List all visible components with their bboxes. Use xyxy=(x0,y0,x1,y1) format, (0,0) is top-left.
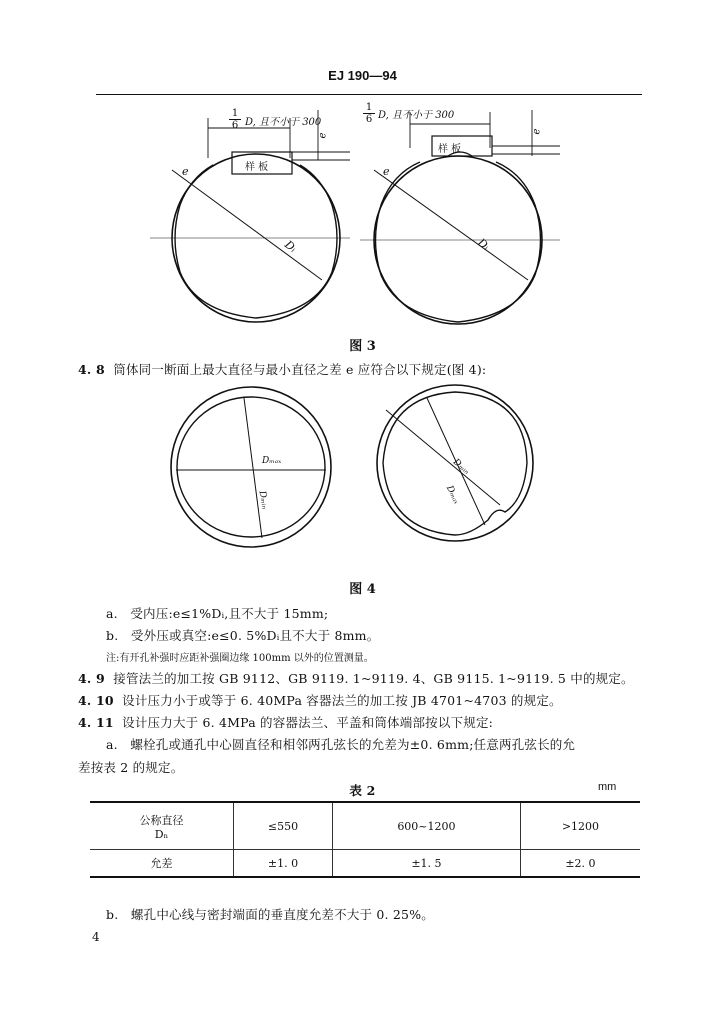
figure-3-caption: 图 3 xyxy=(349,339,376,354)
table-row xyxy=(90,850,640,878)
table-cell-value-3: ±2. 0 xyxy=(520,850,640,878)
table-cell-header-3: >1200 xyxy=(520,802,640,850)
figure-4-caption: 图 4 xyxy=(349,582,376,597)
page-number: 4 xyxy=(92,930,100,944)
fig3-left-d-label: Dᵢ xyxy=(282,237,299,256)
fig4-right-diagonal-1 xyxy=(386,410,500,505)
table-2-unit: mm xyxy=(598,781,617,793)
fig4-right-dmin-label: Dₘᵢₙ xyxy=(450,457,472,477)
list-item-b-mark: b. xyxy=(106,628,119,643)
fig3-right-template-label: 样 板 xyxy=(438,144,462,155)
section-4-11-a-mark: a. xyxy=(106,737,118,752)
table-2 xyxy=(90,801,640,878)
table-2-title: 表 2 xyxy=(349,783,376,798)
fig3-right-e-label: e xyxy=(383,165,390,178)
fig3-left-frac-num: 1 xyxy=(231,108,239,119)
nominal-diameter-label: 公称直径 xyxy=(139,813,184,827)
fig4-left-dmin-label: Dₘᵢₙ xyxy=(256,490,270,510)
fig3-left-gap-label: e xyxy=(317,132,329,139)
item-b-mark: b. xyxy=(106,907,119,922)
nominal-diameter-symbol: Dₙ xyxy=(154,827,169,841)
section-4-8-number: 4. 8 xyxy=(78,362,105,377)
section-4-11-text: 设计压力大于 6. 4MPa 的容器法兰、平盖和筒体端部按以下规定: xyxy=(122,715,494,730)
fig3-left-dim-text: D, 且不小于 300 xyxy=(245,117,322,128)
note-text: 注:有开孔补强时应距补强圈边缘 100mm 以外的位置测量。 xyxy=(106,653,374,664)
section-4-11-number: 4. 11 xyxy=(78,715,114,730)
fig4-left-inner-shell xyxy=(177,397,325,537)
fig4-right-dmax-label: Dₘₐₓ xyxy=(443,484,462,506)
section-4-9-number: 4. 9 xyxy=(78,671,105,686)
fig4-left-outer-circle xyxy=(171,387,331,547)
fig3-right-dim-text: D, 且不小于 300 xyxy=(378,110,455,121)
fig4-left-dmax-label: Dₘₐₓ xyxy=(262,456,282,466)
table-row xyxy=(90,802,640,850)
section-4-10-text: 设计压力小于或等于 6. 40MPa 容器法兰的加工按 JB 4701~4703 的规定。 xyxy=(122,693,562,708)
list-item-a-text: 受内压:e≤1%Dᵢ,且不大于 15mm; xyxy=(130,606,329,621)
fig3-right-frac-num: 1 xyxy=(365,102,373,113)
table-cell-header-2: 600~1200 xyxy=(333,802,521,850)
fig3-right-d-label: Dᵢ xyxy=(475,235,492,254)
fig4-left-vertical-diameter xyxy=(244,398,262,538)
table-cell-tolerance-label: 允差 xyxy=(90,850,234,878)
section-4-8-text: 筒体同一断面上最大直径与最小直径之差 e 应符合以下规定(图 4): xyxy=(113,362,487,377)
fig3-left-diameter xyxy=(172,170,322,280)
list-item-b-text: 受外压或真空:e≤0. 5%Dᵢ且不大于 8mm。 xyxy=(130,628,380,643)
fig3-left-template-label: 样 板 xyxy=(245,162,269,173)
table-cell-value-2: ±1. 5 xyxy=(333,850,521,878)
table-cell-nominal-diameter xyxy=(90,802,234,850)
item-b-text: 螺孔中心线与密封端面的垂直度允差不大于 0. 25%。 xyxy=(130,907,434,922)
standard-header: EJ 190—94 xyxy=(328,68,397,83)
fig3-left-frac-den: 6 xyxy=(229,119,241,131)
fig3-right-frac-den: 6 xyxy=(363,113,375,125)
section-4-11-a-line2: 差按表 2 的规定。 xyxy=(78,760,184,775)
fig3-left-e-label: e xyxy=(182,165,189,178)
table-cell-value-1: ±1. 0 xyxy=(234,850,333,878)
section-4-10-number: 4. 10 xyxy=(78,693,114,708)
fig3-right-diameter xyxy=(374,170,528,280)
section-4-9-text: 接管法兰的加工按 GB 9112、GB 9119. 1~9119. 4、GB 9115. 1~9119. 5 中的规定。 xyxy=(113,671,634,686)
list-item-a-mark: a. xyxy=(106,606,118,621)
section-4-11-a-line1: 螺栓孔或通孔中心圆直径和相邻两孔弦长的允差为±0. 6mm;任意两孔弦长的允 xyxy=(130,737,576,752)
table-cell-header-1: ≤550 xyxy=(234,802,333,850)
fig3-left-inner-shell xyxy=(175,165,337,318)
fig3-right-inner-shell xyxy=(376,162,541,322)
fig3-right-gap-label: e xyxy=(531,128,543,135)
